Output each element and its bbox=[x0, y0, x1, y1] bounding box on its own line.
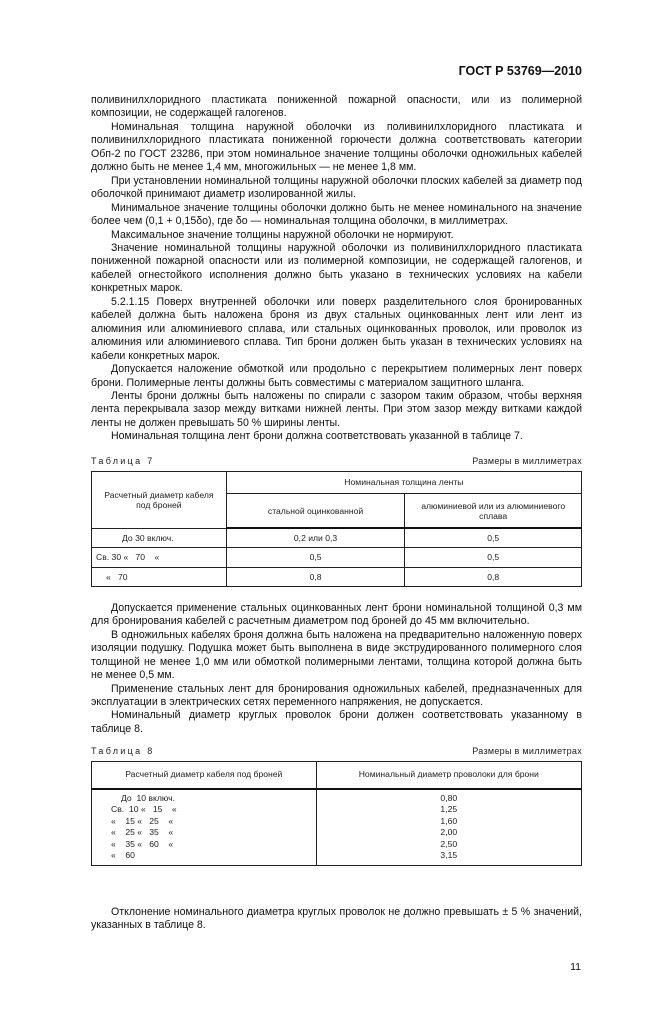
table-cell: 2,50 bbox=[440, 838, 458, 849]
paragraph: Минимальное значение толщины оболочки должно быть не менее номинального на значение более чем (0,1 + 0,15δо), где δо — номинальная толщина оболочки, в миллиметрах. bbox=[91, 201, 582, 228]
table-header: алюминиевой или из алюминиевого сплава bbox=[405, 493, 582, 528]
table-cell: « 70 bbox=[92, 567, 227, 586]
paragraph: Отклонение номинального диаметра круглых проволок не должно превышать ± 5 % значений, указанных в таблице 8. bbox=[91, 905, 582, 932]
document-id: ГОСТ Р 53769—2010 bbox=[458, 64, 582, 78]
table-cell: « 15 « 25 « bbox=[111, 815, 174, 826]
table-header: Расчетный диаметр кабеля под броней bbox=[92, 471, 227, 528]
page-content bbox=[91, 0, 582, 1013]
paragraph: Номинальная толщина наружной оболочки из поливинилхлоридного пластиката и поливинилхлоридного пластиката пониженной горючести должна соответствовать категории Обп-2 по ГОСТ 23286, при этом номинальное значение толщины оболочки одножильных кабелей должно быть не менее 1,4 мм, многожильных — не менее 1,8 мм. bbox=[91, 120, 582, 174]
table-cell: До 30 включ. bbox=[92, 528, 227, 547]
paragraph: Применение стальных лент для бронирования одножильных кабелей, предназначенных для эксплуатации в электрических сетях переменного напряжения, не допускается. bbox=[91, 682, 582, 708]
table-cell: « 60 bbox=[111, 850, 135, 861]
table-row bbox=[92, 528, 582, 547]
table-header: Номинальная толщина ленты bbox=[226, 471, 581, 493]
table-caption: Таблица 7 bbox=[91, 455, 155, 466]
table-units: Размеры в миллиметрах bbox=[472, 746, 582, 757]
table-cell: 0,8 bbox=[226, 567, 405, 586]
table-header: Номинальный диаметр проволоки для брони bbox=[316, 762, 581, 789]
paragraph: Значение номинальной толщины наружной оболочки из поливинилхлоридного пластиката пониженной пожарной опасности или из полимерной композиции, не содержащей галогенов, и кабелей огнестойкого исполнения должно быть указано в технических условиях на кабели конкретных марок. bbox=[91, 241, 582, 295]
paragraph: В одножильных кабелях броня должна быть наложена на предварительно наложенную поверх изоляции подушку. Подушка может быть выполнена в виде экструдированного полимерного слоя толщиной не менее 1,0 мм или обмоткой полимерными лентами, толщина которой должна быть не менее 0,5 мм. bbox=[91, 628, 582, 682]
paragraph: Допускается применение стальных оцинкованных лент брони номинальной толщиной 0,3 мм для бронирования кабелей с расчетным диаметром под броней до 45 мм включительно. bbox=[91, 601, 582, 628]
paragraph: Номинальный диаметр круглых проволок брони должен соответствовать указанному в таблице 8. bbox=[91, 709, 582, 735]
table-cell: « 25 « 35 « bbox=[111, 827, 174, 838]
paragraph: поливинилхлоридного пластиката пониженной пожарной опасности, или из полимерной композиции, не содержащей галогенов. bbox=[91, 94, 582, 120]
table-cell: 0,5 bbox=[226, 547, 405, 567]
table-cell: Св. 30 « 70 « bbox=[92, 547, 227, 567]
paragraph: Номинальная толщина лент брони должна соответствовать указанной в таблице 7. bbox=[111, 430, 523, 443]
table-cell: До 10 включ. bbox=[121, 792, 175, 803]
table-cell: « 35 « 60 « bbox=[111, 838, 174, 849]
text-block-1 bbox=[91, 94, 582, 444]
paragraph: Ленты брони должны быть наложены по спирали с зазором таким образом, чтобы верхняя лента перекрывала зазор между витками нижней ленты. При этом зазор между витками каждой ленты не должен превышать 50 % ширины ленты. bbox=[91, 389, 582, 429]
diameter-column bbox=[92, 789, 317, 866]
table-cell: 0,5 bbox=[405, 528, 582, 547]
table-header: стальной оцинкованной bbox=[226, 493, 405, 528]
table-header: Расчетный диаметр кабеля под броней bbox=[92, 762, 317, 789]
table-7-caption-row bbox=[91, 456, 582, 468]
paragraph: При установлении номинальной толщины наружной оболочки плоских кабелей за диаметр под оболочкой принимают диаметр изолированной жилы. bbox=[91, 174, 582, 201]
table-8 bbox=[91, 761, 582, 866]
table-row bbox=[92, 547, 582, 567]
paragraph: 5.2.1.15 Поверх внутренней оболочки или поверх разделительного слоя бронированных кабелей должна быть наложена броня из двух стальных оцинкованных лент или лент из алюминия или алюминиевого сплава, или стальных оцинкованных проволок, или проволок из алюминия или алюминиевого сплава. Тип брони должен быть указан в технических условиях на кабели конкретных марок. bbox=[91, 295, 582, 362]
table-cell: 0,5 bbox=[405, 547, 582, 567]
table-row bbox=[92, 567, 582, 586]
table-cell: 3,15 bbox=[440, 850, 458, 861]
table-cell: 0,2 или 0,3 bbox=[226, 528, 405, 547]
table-caption: Таблица 8 bbox=[91, 746, 155, 757]
text-block-3 bbox=[91, 906, 582, 933]
table-cell: 0,80 bbox=[440, 792, 458, 803]
table-cell: 2,00 bbox=[440, 827, 458, 838]
table-8-caption-row bbox=[91, 746, 582, 758]
table-cell: 0,8 bbox=[405, 567, 582, 586]
paragraph: Допускается наложение обмоткой или продольно с перекрытием полимерных лент поверх брони. Полимерные ленты должны быть совместимы с материалом защитного шланга. bbox=[91, 363, 582, 389]
wire-diameter-column bbox=[316, 789, 581, 866]
paragraph: Максимальное значение толщины наружной оболочки не нормируют. bbox=[111, 228, 454, 241]
table-7 bbox=[91, 471, 582, 587]
text-block-2 bbox=[91, 602, 582, 737]
table-cell: 1,60 bbox=[440, 815, 458, 826]
table-cell: 1,25 bbox=[440, 804, 458, 815]
table-cell: Св. 10 « 15 « bbox=[111, 804, 177, 815]
table-units: Размеры в миллиметрах bbox=[472, 455, 582, 466]
page-number: 11 bbox=[570, 960, 581, 973]
